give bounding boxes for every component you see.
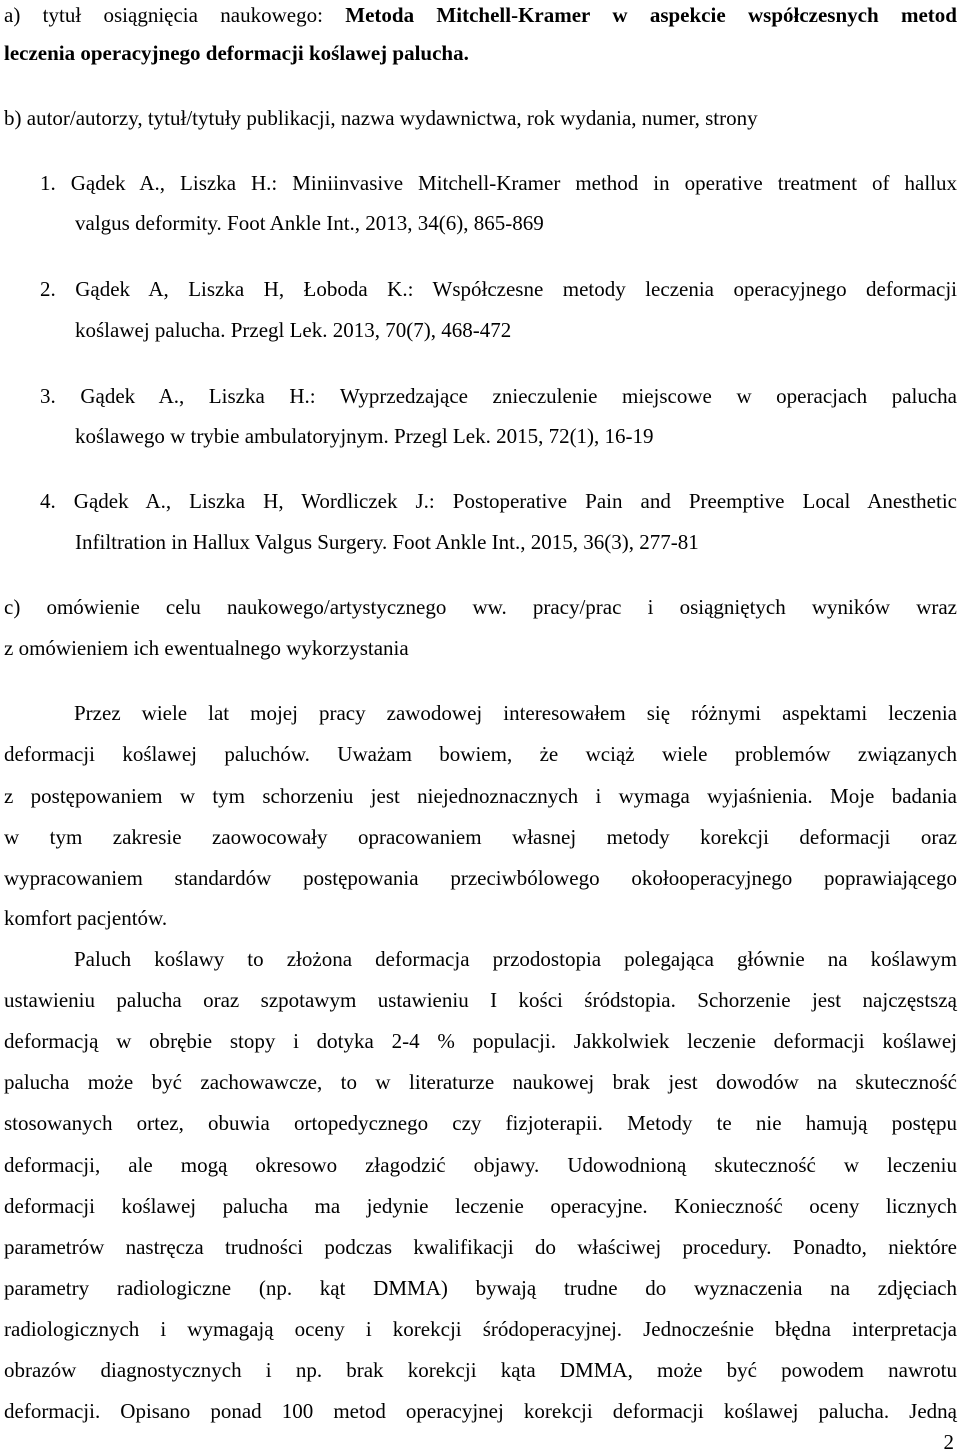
paragraph-2-line: radiologicznych i wymagają oceny i korekcji śródoperacyjnej. Jednocześnie błędna interpretacja [4, 1317, 957, 1341]
paragraph-2-line: Paluch koślawy to złożona deformacja przodostopia polegająca głównie na koślawym [74, 947, 957, 971]
paragraph-1-line: Przez wiele lat mojej pracy zawodowej interesowałem się różnymi aspektami leczenia [74, 701, 957, 725]
paragraph-1-line: wypracowaniem standardów postępowania przeciwbólowego okołooperacyjnego poprawiającego [4, 866, 957, 890]
achievement-title-part2: leczenia operacyjnego deformacji koślawej palucha. [4, 41, 469, 65]
publication-3-line1: 3. Gądek A., Liszka H.: Wyprzedzające znieczulenie miejscowe w operacjach palucha [40, 384, 957, 408]
paragraph-2-line: parametrów nastręcza trudności podczas kwalifikacji do właściwej procedury. Ponadto, niektóre [4, 1235, 957, 1259]
page-number: 2 [943, 1430, 954, 1454]
section-a-label: a) tytuł osiągnięcia naukowego: [4, 3, 346, 27]
publication-1-line2: valgus deformity. Foot Ankle Int., 2013, 34(6), 865-869 [75, 211, 544, 235]
publication-1-line1: 1. Gądek A., Liszka H.: Miniinvasive Mitchell-Kramer method in operative treatment of hallux [40, 171, 957, 195]
paragraph-2-line: ustawieniu palucha oraz szpotawym ustawieniu I kości śródstopia. Schorzenie jest najczęstszą [4, 988, 957, 1012]
paragraph-1-line: z postępowaniem w tym schorzeniu jest niejednoznacznych i wymaga wyjaśnienia. Moje badania [4, 784, 957, 808]
paragraph-1-line: w tym zakresie zaowocowały opracowaniem własnej metody korekcji deformacji oraz [4, 825, 957, 849]
section-c-heading-line2: z omówieniem ich ewentualnego wykorzystania [4, 636, 409, 660]
paragraph-2-line: deformacji. Opisano ponad 100 metod operacyjnej korekcji deformacji koślawej palucha. Jedną [4, 1399, 957, 1423]
paragraph-2-line: palucha może być zachowawcze, to w literaturze naukowej brak jest dowodów na skuteczność [4, 1070, 957, 1094]
paragraph-2-line: deformacji koślawej palucha ma jedynie leczenie operacyjne. Konieczność oceny licznych [4, 1194, 957, 1218]
section-c-heading-line1: c) omówienie celu naukowego/artystycznego ww. pracy/prac i osiągniętych wyników wraz [4, 595, 957, 619]
paragraph-2-line: deformacji, ale mogą okresowo złagodzić objawy. Udowodnioną skuteczność w leczeniu [4, 1153, 957, 1177]
paragraph-2-line: parametry radiologiczne (np. kąt DMMA) bywają trudne do wyznaczenia na zdjęciach [4, 1276, 957, 1300]
paragraph-1-line: komfort pacjentów. [4, 906, 168, 930]
section-b-heading: b) autor/autorzy, tytuł/tytuły publikacji, nazwa wydawnictwa, rok wydania, numer, strony [4, 106, 758, 130]
publication-2-line1: 2. Gądek A, Liszka H, Łoboda K.: Współczesne metody leczenia operacyjnego deformacji [40, 277, 957, 301]
publication-2-line2: koślawej palucha. Przegl Lek. 2013, 70(7), 468-472 [75, 318, 512, 342]
paragraph-2-line: stosowanych ortez, obuwia ortopedycznego czy fizjoterapii. Metody te nie hamują postępu [4, 1111, 957, 1135]
publication-3-line2: koślawego w trybie ambulatoryjnym. Przegl Lek. 2015, 72(1), 16-19 [75, 424, 654, 448]
paragraph-1-line: deformacji koślawej paluchów. Uważam bowiem, że wciąż wiele problemów związanych [4, 742, 957, 766]
publication-4-line2: Infiltration in Hallux Valgus Surgery. Foot Ankle Int., 2015, 36(3), 277-81 [75, 530, 699, 554]
paragraph-2-line: obrazów diagnostycznych i np. brak korekcji kąta DMMA, może być powodem nawrotu [4, 1358, 957, 1382]
section-a-line1 [4, 0, 957, 30]
publication-4-line1: 4. Gądek A., Liszka H, Wordliczek J.: Postoperative Pain and Preemptive Local Anesthetic [40, 489, 957, 513]
achievement-title-part1: Metoda Mitchell-Kramer w aspekcie współczesnych metod [345, 3, 957, 27]
paragraph-2-line: deformacją w obrębie stopy i dotyka 2-4 % populacji. Jakkolwiek leczenie deformacji koślawej [4, 1029, 957, 1053]
